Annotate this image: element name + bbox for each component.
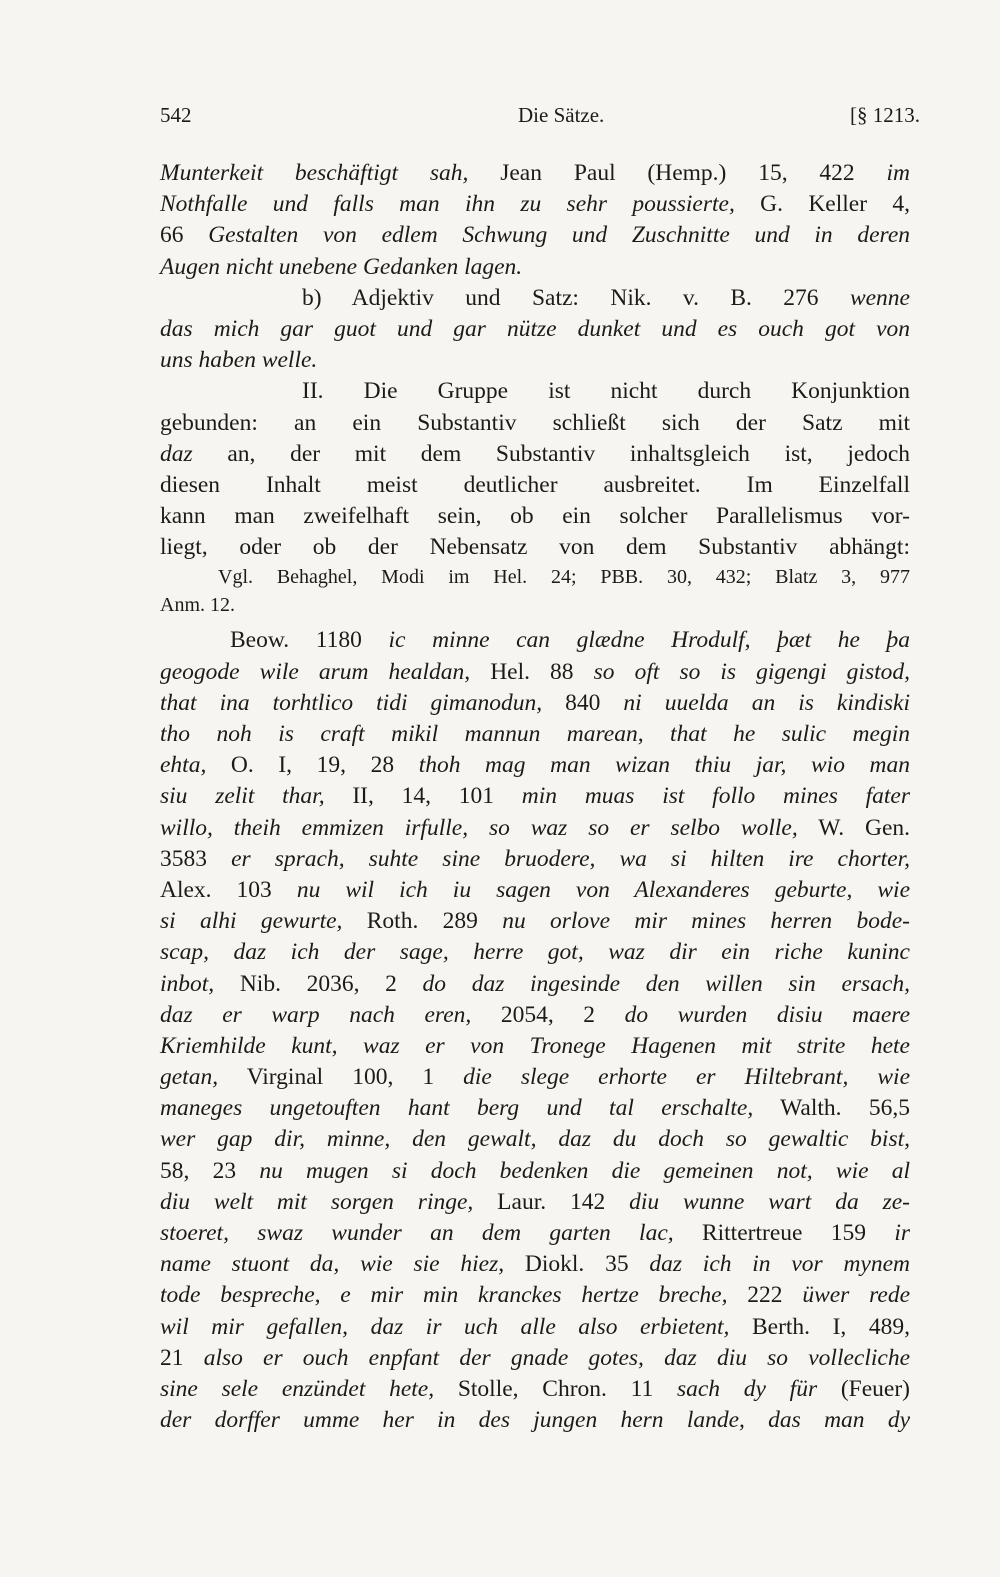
text-line: kann man zweifelhaft sein, ob ein solcher Parallelismus vor- bbox=[160, 503, 910, 530]
body-text bbox=[160, 158, 910, 1436]
text-line: b) Adjektiv und Satz: Nik. v. B. 276 wenne bbox=[302, 284, 910, 311]
text-line: das mich gar guot und gar nütze dunket und es ouch got von bbox=[160, 315, 910, 342]
text-line: stoeret, swaz wunder an dem garten lac, Rittertreue 159 ir bbox=[160, 1220, 910, 1246]
text-line: diu welt mit sorgen ringe, Laur. 142 diu wunne wart da ze- bbox=[160, 1188, 910, 1215]
text-line: geogode wile arum healdan, Hel. 88 so oft so is gigengi gistod, bbox=[160, 658, 910, 685]
text-line: inbot, Nib. 2036, 2 do daz ingesinde den willen sin ersach, bbox=[160, 970, 910, 997]
text-line: Alex. 103 nu wil ich iu sagen von Alexanderes geburte, wie bbox=[160, 876, 910, 903]
text-line: 58, 23 nu mugen si doch bedenken die gemeinen not, wie al bbox=[160, 1157, 911, 1184]
text-line: 66 Gestalten von edlem Schwung und Zuschnitte und in deren bbox=[160, 222, 911, 249]
text-line: II. Die Gruppe ist nicht durch Konjunktion bbox=[302, 378, 910, 405]
text-line: name stuont da, wie sie hiez, Diokl. 35 daz ich in vor mynem bbox=[160, 1251, 910, 1278]
text-line: siu zelit thar, II, 14, 101 min muas ist follo mines fater bbox=[160, 783, 910, 810]
page-number: 542 bbox=[160, 103, 192, 127]
text-line: getan, Virginal 100, 1 die slege erhorte er Hiltebrant, wie bbox=[160, 1064, 910, 1091]
text-line: willo, theih emmizen irfulle, so waz so er selbo wolle, W. Gen. bbox=[160, 814, 911, 841]
text-line: Nothfalle und falls man ihn zu sehr poussierte, G. Keller 4, bbox=[160, 191, 910, 218]
text-line: Augen nicht unebene Gedanken lagen. bbox=[160, 253, 523, 280]
text-line: Munterkeit beschäftigt sah, Jean Paul (Hemp.) 15, 422 im bbox=[160, 160, 910, 186]
text-line: uns haben welle. bbox=[160, 347, 318, 374]
text-line: gebunden: an ein Substantiv schließt sich der Satz mit bbox=[160, 409, 910, 436]
text-line: wil mir gefallen, daz ir uch alle also erbietent, Berth. I, 489, bbox=[160, 1313, 910, 1340]
text-line: ehta, O. I, 19, 28 thoh mag man wizan thiu jar, wio man bbox=[160, 752, 911, 779]
text-line: maneges ungetouften hant berg und tal erschalte, Walth. 56,5 bbox=[160, 1095, 910, 1122]
text-line: diesen Inhalt meist deutlicher ausbreitet. Im Einzelfall bbox=[160, 471, 910, 498]
section-marker: [§ 1213. bbox=[850, 103, 920, 127]
text-line: sine sele enzündet hete, Stolle, Chron. 11 sach dy für (Feuer) bbox=[160, 1375, 910, 1402]
text-line: that ina torhtlico tidi gimanodun, 840 ni uuelda an is kindiski bbox=[160, 689, 910, 716]
text-line: 21 also er ouch enpfant der gnade gotes, daz diu so vollecliche bbox=[160, 1344, 910, 1371]
text-line: liegt, oder ob der Nebensatz von dem Substantiv abhängt: bbox=[160, 534, 910, 561]
page-header bbox=[160, 103, 920, 133]
text-line: scap, daz ich der sage, herre got, waz dir ein riche kuninc bbox=[160, 939, 910, 966]
text-line: Kriemhilde kunt, waz er von Tronege Hagenen mit strite hete bbox=[160, 1032, 910, 1059]
text-line: tho noh is craft mikil mannun marean, that he sulic megin bbox=[160, 721, 910, 747]
text-line: Vgl. Behaghel, Modi im Hel. 24; PBB. 30, 432; Blatz 3, 977 bbox=[218, 566, 910, 589]
text-line: daz an, der mit dem Substantiv inhaltsgleich ist, jedoch bbox=[160, 440, 910, 467]
text-line: tode bespreche, e mir min kranckes hertze breche, 222 üwer rede bbox=[160, 1282, 911, 1309]
text-line: daz er warp nach eren, 2054, 2 do wurden disiu maere bbox=[160, 1001, 911, 1028]
text-line: Anm. 12. bbox=[160, 594, 235, 617]
running-title: Die Sätze. bbox=[518, 103, 605, 127]
text-line: wer gap dir, minne, den gewalt, daz du doch so gewaltic bist, bbox=[160, 1126, 910, 1153]
text-line: 3583 er sprach, suhte sine bruodere, wa si hilten ire chorter, bbox=[160, 845, 911, 872]
text-line: der dorffer umme her in des jungen hern lande, das man dy bbox=[160, 1407, 910, 1434]
text-line: Beow. 1180 ic minne can glædne Hrodulf, þæt he þa bbox=[230, 627, 910, 654]
text-line: si alhi gewurte, Roth. 289 nu orlove mir mines herren bode- bbox=[160, 908, 910, 935]
